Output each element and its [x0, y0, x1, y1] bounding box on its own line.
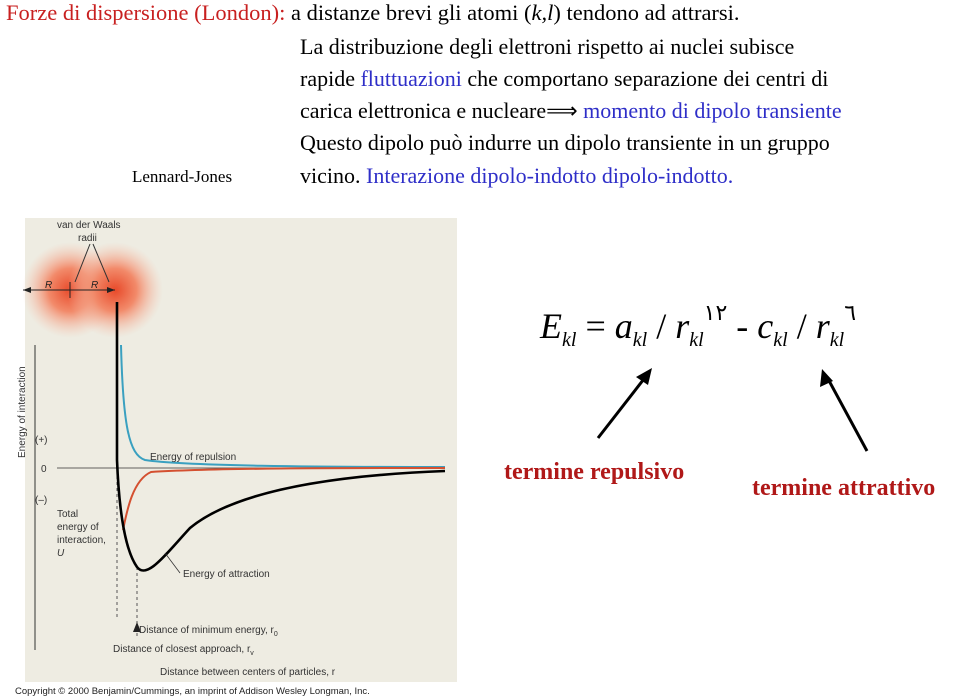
- implies-arrow: ⟹: [546, 98, 578, 123]
- formula-minus: -: [727, 306, 758, 346]
- lennard-jones-formula: [540, 300, 856, 352]
- formula-r-2: r: [815, 306, 830, 346]
- formula-slash-1: /: [647, 306, 676, 346]
- p3-dipolo: momento di dipolo transiente: [577, 98, 842, 123]
- vdw-label-1: van der Waals: [57, 220, 121, 231]
- figure-top-band: [15, 210, 460, 218]
- title-kl: k,l: [531, 0, 554, 25]
- repulsive-arrow-line: [598, 375, 647, 438]
- zero-label: 0: [41, 464, 47, 475]
- paragraph-line-2: [300, 66, 828, 92]
- formula-exp-12: ١٢: [703, 300, 728, 325]
- formula-sub-5: kl: [829, 329, 845, 351]
- y-axis-label: Energy of interaction: [17, 366, 28, 458]
- formula-sub-4: kl: [773, 329, 788, 351]
- total-label-4: U: [57, 548, 65, 559]
- lennard-jones-label: Lennard-Jones: [132, 167, 233, 186]
- formula-c: c: [757, 306, 774, 346]
- formula-sub-3: kl: [689, 329, 704, 351]
- total-label-1: Total: [57, 509, 79, 520]
- total-label-3: interaction,: [57, 535, 106, 546]
- attractive-arrow-line: [827, 377, 867, 451]
- minus-label: (–): [35, 495, 48, 506]
- closest-text: Distance of closest approach, r: [113, 644, 251, 655]
- formula-arrows: [540, 355, 960, 475]
- p2a: rapide: [300, 66, 361, 91]
- min-distance-text: Distance of minimum energy, r: [139, 625, 274, 636]
- paragraph-line-5: [300, 163, 733, 189]
- formula-r-1: r: [675, 306, 690, 346]
- repulsive-arrow-head: [636, 368, 652, 385]
- repulsion-label: Energy of repulsion: [150, 452, 237, 463]
- paragraph-line-4: Questo dipolo può indurre un dipolo transiente in un gruppo: [300, 130, 830, 155]
- p3a: carica elettronica e nucleare: [300, 98, 547, 123]
- p2-fluttuazioni: fluttuazioni: [360, 66, 462, 91]
- r-label-left: R: [45, 280, 53, 291]
- x-axis-label: Distance between centers of particles, r: [160, 667, 336, 678]
- formula-exp-6: ٦: [844, 300, 857, 325]
- formula-a: a: [614, 306, 633, 346]
- closest-sub: v: [250, 650, 254, 657]
- title-red: Forze di dispersione (London):: [6, 0, 286, 25]
- attraction-label: Energy of attraction: [183, 569, 270, 580]
- p5-interazione: Interazione dipolo-indotto dipolo-indotto.: [366, 163, 734, 188]
- formula-sub-2: kl: [632, 329, 648, 351]
- repulsive-term-label: termine repulsivo: [504, 459, 685, 485]
- formula-E: E: [540, 306, 562, 346]
- p5a: vicino.: [300, 163, 366, 188]
- copyright: Copyright © 2000 Benjamin/Cummings, an imprint of Addison Wesley Longman, Inc.: [15, 686, 370, 697]
- min-distance-sub: 0: [273, 631, 278, 638]
- attractive-term-label: termine attrattivo: [752, 475, 936, 501]
- paragraph-line-3: [300, 98, 842, 124]
- slide-title: [6, 0, 740, 26]
- p2c: che comportano separazione dei centri di: [461, 66, 829, 91]
- total-label-2: energy of: [57, 522, 99, 533]
- title-part-2: ) tendono ad attrarsi.: [553, 0, 740, 25]
- formula-sub-1: kl: [562, 329, 577, 351]
- title-part-1: a distanze brevi gli atomi (: [285, 0, 532, 25]
- r-label-right: R: [91, 280, 99, 291]
- lennard-jones-figure: [15, 210, 460, 699]
- formula-slash-2: /: [787, 306, 816, 346]
- plus-label: (+): [35, 435, 48, 446]
- paragraph-line-1: La distribuzione degli elettroni rispetto ai nuclei subisce: [300, 34, 795, 59]
- formula-eq: =: [576, 306, 615, 346]
- vdw-label-2: radii: [78, 233, 97, 244]
